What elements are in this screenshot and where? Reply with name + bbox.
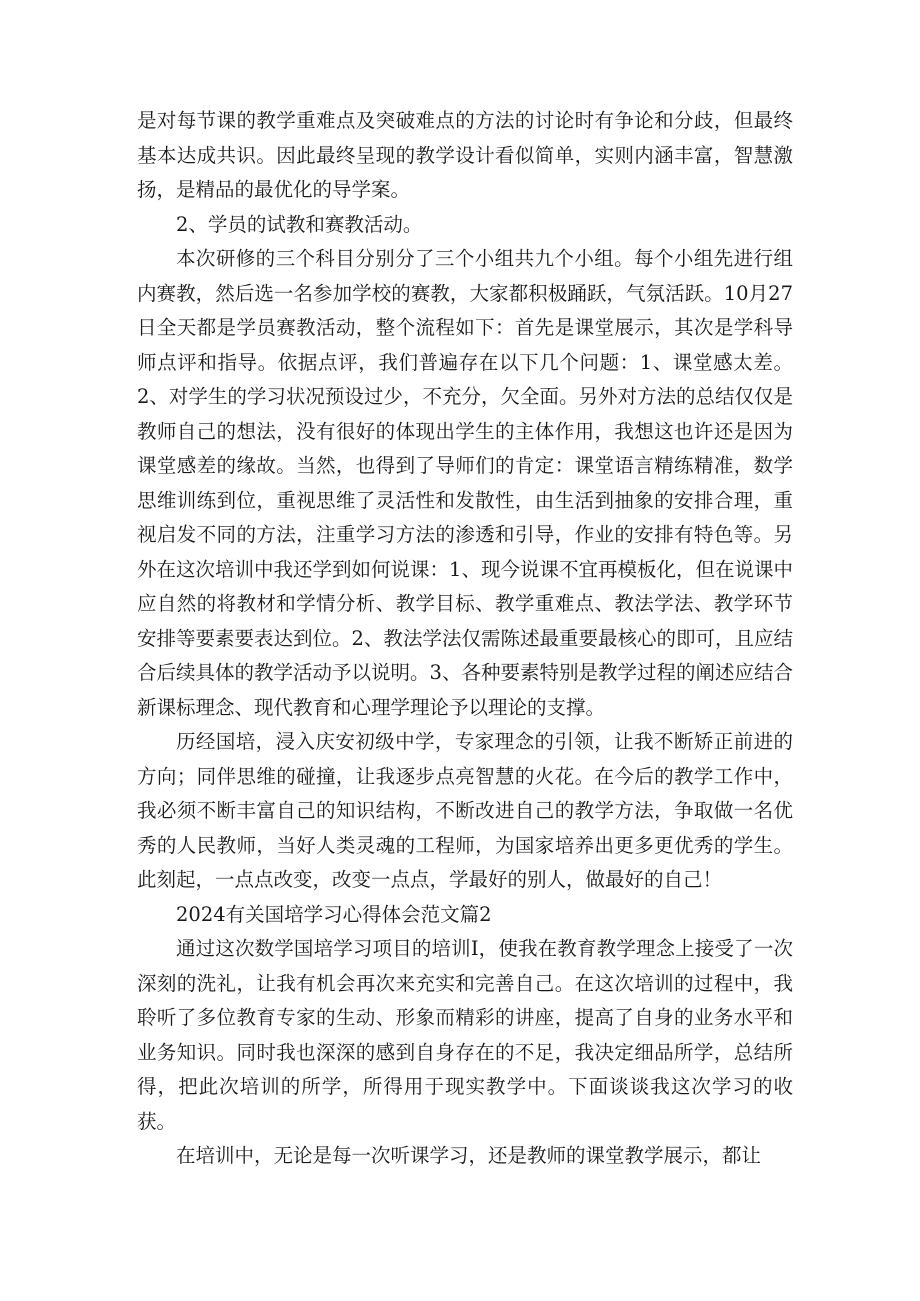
paragraph-training-continued: 在培训中，无论是每一次听课学习，还是教师的课堂教学展示，都让: [176, 1144, 762, 1167]
paragraph-continuation: 是对每节课的教学重难点及突破难点的方法的讨论时有争论和分歧，但最终基本达成共识。因此最终呈现的教学设计看似简单，实则内涵丰富，智慧激扬，是精品的最优化的导学案。: [137, 109, 793, 201]
paragraph-training-intro: 通过这次数学国培学习项目的培训I，使我在教育教学理念上接受了一次深刻的洗礼，让我有机会再次来充实和完善自己。在这次培训的过程中，我聆听了多位教育专家的生动、形象而精彩的讲座，提高了自身的业务水平和业务知识。同时我也深深的感到自身存在的不足，我决定细品所学，总结所得，把此次培训的所学，所得用于现实教学中。下面谈谈我这次学习的收获。: [137, 937, 793, 1133]
paragraph-section-item: 2、学员的试教和赛教活动。: [176, 212, 423, 236]
paragraph-reflection: 历经国培，浸入庆安初级中学，专家理念的引领，让我不断矫正前进的方向；同伴思维的碰撞，让我逐步点亮智慧的火花。在今后的教学工作中，我必须不断丰富自己的知识结构，不断改进自己的教学方法，争取做一名优秀的人民教师，当好人类灵魂的工程师，为国家培养出更多更优秀的学生。此刻起，一点点改变，改变一点点，学最好的别人，做最好的自己！: [137, 730, 793, 891]
section-heading: 2024有关国培学习心得体会范文篇2: [176, 902, 492, 926]
document-body: [137, 104, 793, 1174]
paragraph-training-activities: 本次研修的三个科目分别分了三个小组共九个小组。每个小组先进行组内赛教，然后选一名参加学校的赛教，大家都积极踊跃，气氛活跃。10月27日全天都是学员赛教活动，整个流程如下：首先是课堂展示，其次是学科导师点评和指导。依据点评，我们普遍存在以下几个问题：1、课堂感太差。2、对学生的学习状况预设过少，不充分，欠全面。另外对方法的总结仅仅是教师自己的想法，没有很好的体现出学生的主体作用，我想这也许还是因为课堂感差的缘故。当然，也得到了导师们的肯定：课堂语言精练精准，数学思维训练到位，重视思维了灵活性和发散性，由生活到抽象的安排合理，重视启发不同的方法，注重学习方法的渗透和引导，作业的安排有特色等。另外在这次培训中我还学到如何说课：1、现今说课不宜再模板化，但在说课中应自然的将教材和学情分析、教学目标、教学重难点、教法学法、教学环节安排等要素要表达到位。2、教法学法仅需陈述最重要最核心的即可，且应结合后续具体的教学活动予以说明。3、各种要素特别是教学过程的阐述应结合新课标理念、现代教育和心理学理论予以理论的支撑。: [137, 247, 793, 719]
